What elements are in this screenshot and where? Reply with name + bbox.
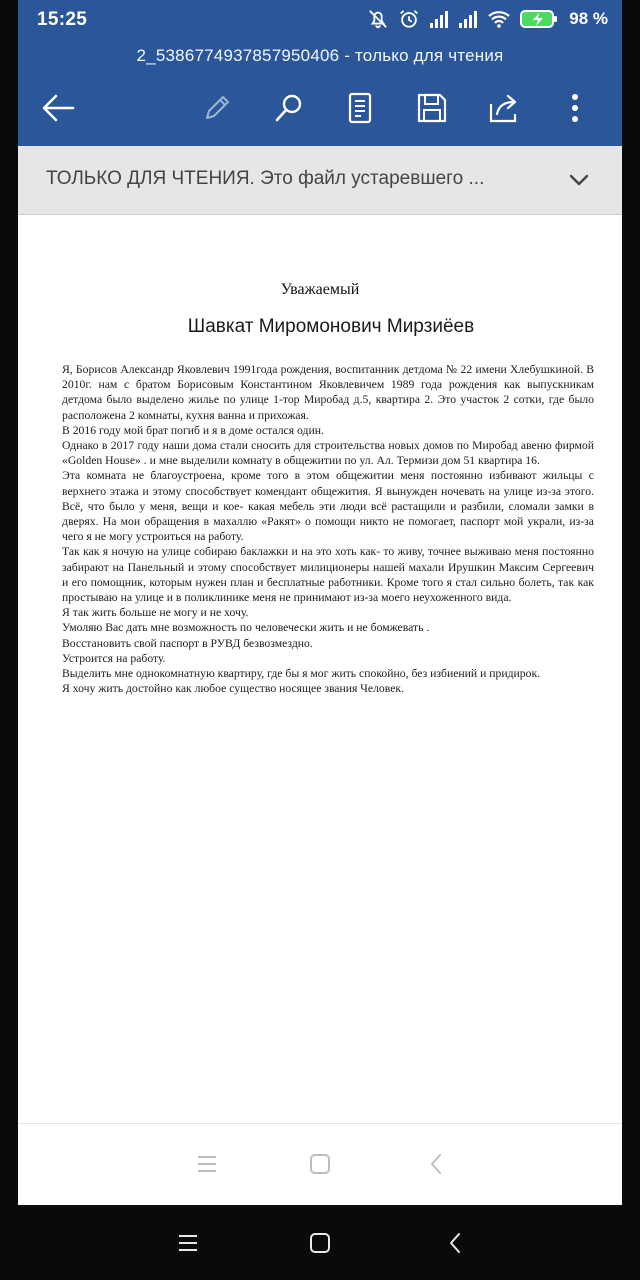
document-paragraph: Выделить мне однокомнатную квартиру, где бы я мог жить спокойно, без избиений и придирок. — [62, 667, 541, 681]
in-app-menu-button[interactable] — [190, 1148, 224, 1180]
document-page[interactable] — [18, 215, 622, 1123]
search-button[interactable] — [265, 80, 313, 136]
chevron-left-icon — [428, 1152, 444, 1176]
search-icon — [273, 92, 305, 124]
document-paragraph: Однако в 2017 году наши дома стали сносить для строительства новых домов по Миробад авеню фирмой «Golden House» . и мне выделили комнату в общежитии по ул. Ал. Термизи дом 51 квартира 16. — [62, 439, 594, 468]
app-screen — [18, 0, 622, 1205]
document-paragraph: Так как я ночую на улице собираю баклажки и на это хоть как- то живу, точнее выживаю меня постоянно забирают на Панельный и этому способствует милиционеры нашей махали Ирушкин Максим Сергеевич и его помощник, которым нужен план и бесплатные работники. Кроме того я стал сильно болеть, так как простываю на улице и в поликлинике меня не принимают из-за моего неухоженного вида. — [62, 545, 594, 605]
document-greeting: Уважаемый — [280, 281, 360, 298]
system-home-button[interactable] — [302, 1227, 338, 1259]
menu-lines-icon — [196, 1154, 218, 1174]
mute-icon — [367, 8, 389, 30]
battery-icon — [520, 9, 558, 29]
signal-icon — [429, 9, 449, 29]
share-button[interactable] — [480, 80, 528, 136]
document-paragraph: Я так жить больше не могу и не хочу. — [62, 606, 249, 620]
chevron-down-icon[interactable] — [566, 168, 592, 192]
document-paragraph: Я, Борисов Александр Яковлевич 1991года рождения, воспитанник детдома № 22 имени Хлебушкиной. В 2010г. нам с братом Борисовым Константином Яковлевичем 1989 года рождения как выпускникам детдома было выделено жилье по улице 1-тор Миробад д.5, квартира 2. Это участок 2 сотки, где было расположена 2 комнаты, кухня ванна и прихожая. — [62, 363, 594, 422]
reading-view-button[interactable] — [336, 80, 384, 136]
alarm-icon — [398, 8, 420, 30]
document-paragraph: В 2016 году мой брат погиб и я в доме остался один. — [62, 423, 324, 437]
document-paragraph: Восстановить свой паспорт в РУВД безвозмездно. — [62, 636, 313, 650]
toolbar — [18, 80, 622, 136]
square-home-icon — [308, 1231, 332, 1255]
status-icons — [367, 8, 608, 30]
document-addressee: Шавкат Миромонович Мирзиёев — [187, 316, 475, 337]
status-bar — [18, 0, 622, 42]
signal-icon-2 — [458, 9, 478, 29]
more-vertical-icon — [570, 92, 580, 124]
read-only-banner[interactable] — [18, 146, 622, 215]
menu-lines-icon — [177, 1233, 199, 1253]
app-header — [18, 0, 622, 146]
system-back-button[interactable] — [437, 1227, 473, 1259]
battery-percent: 98 % — [569, 9, 608, 28]
in-app-nav-bar — [18, 1123, 622, 1205]
in-app-back-button[interactable] — [419, 1148, 453, 1180]
system-menu-button[interactable] — [170, 1227, 206, 1259]
edit-pencil-icon — [202, 93, 232, 123]
wifi-icon — [487, 9, 511, 29]
document-body — [62, 362, 594, 696]
document-title: 2_5386774937857950406 - только для чтения — [136, 46, 504, 65]
share-icon — [487, 92, 521, 124]
more-options-button[interactable] — [551, 80, 599, 136]
document-paragraph: Я хочу жить достойно как любое существо носящее звания Человек. — [62, 682, 405, 696]
square-home-icon — [308, 1152, 332, 1176]
document-paragraph: Умоляю Вас дать мне возможность по человечески жить и не бомжевать . — [62, 621, 430, 635]
back-arrow-icon — [41, 93, 75, 123]
banner-text: ТОЛЬКО ДЛЯ ЧТЕНИЯ. Это файл устаревшего ... — [46, 168, 485, 189]
save-icon — [416, 92, 448, 124]
in-app-home-button[interactable] — [303, 1148, 337, 1180]
system-nav-bar — [0, 1205, 640, 1280]
back-button[interactable] — [34, 80, 82, 136]
document-paragraph: Эта комната не благоустроена, кроме того в этом общежитии меня постоянно избивают жильцы с верхнего этажа и этому способствует комендант общежития. Я вынужден ночевать на улице из-за этого. Всё, что было у меня, вещи и кое- какая мебель эти люди всё растащили и разбили, сломали замки в дверях. На мои обращения в махаллю «Ракят» о помощи никто не помогает, паспорт мой украли, из-за чего я не могу устроиться на работу. — [62, 469, 594, 544]
status-time: 15:25 — [37, 9, 88, 30]
save-button[interactable] — [408, 80, 456, 136]
edit-button[interactable] — [193, 80, 241, 136]
chevron-left-icon — [447, 1231, 463, 1255]
reading-view-icon — [347, 92, 373, 124]
document-paragraph: Устроится на работу. — [62, 651, 166, 665]
